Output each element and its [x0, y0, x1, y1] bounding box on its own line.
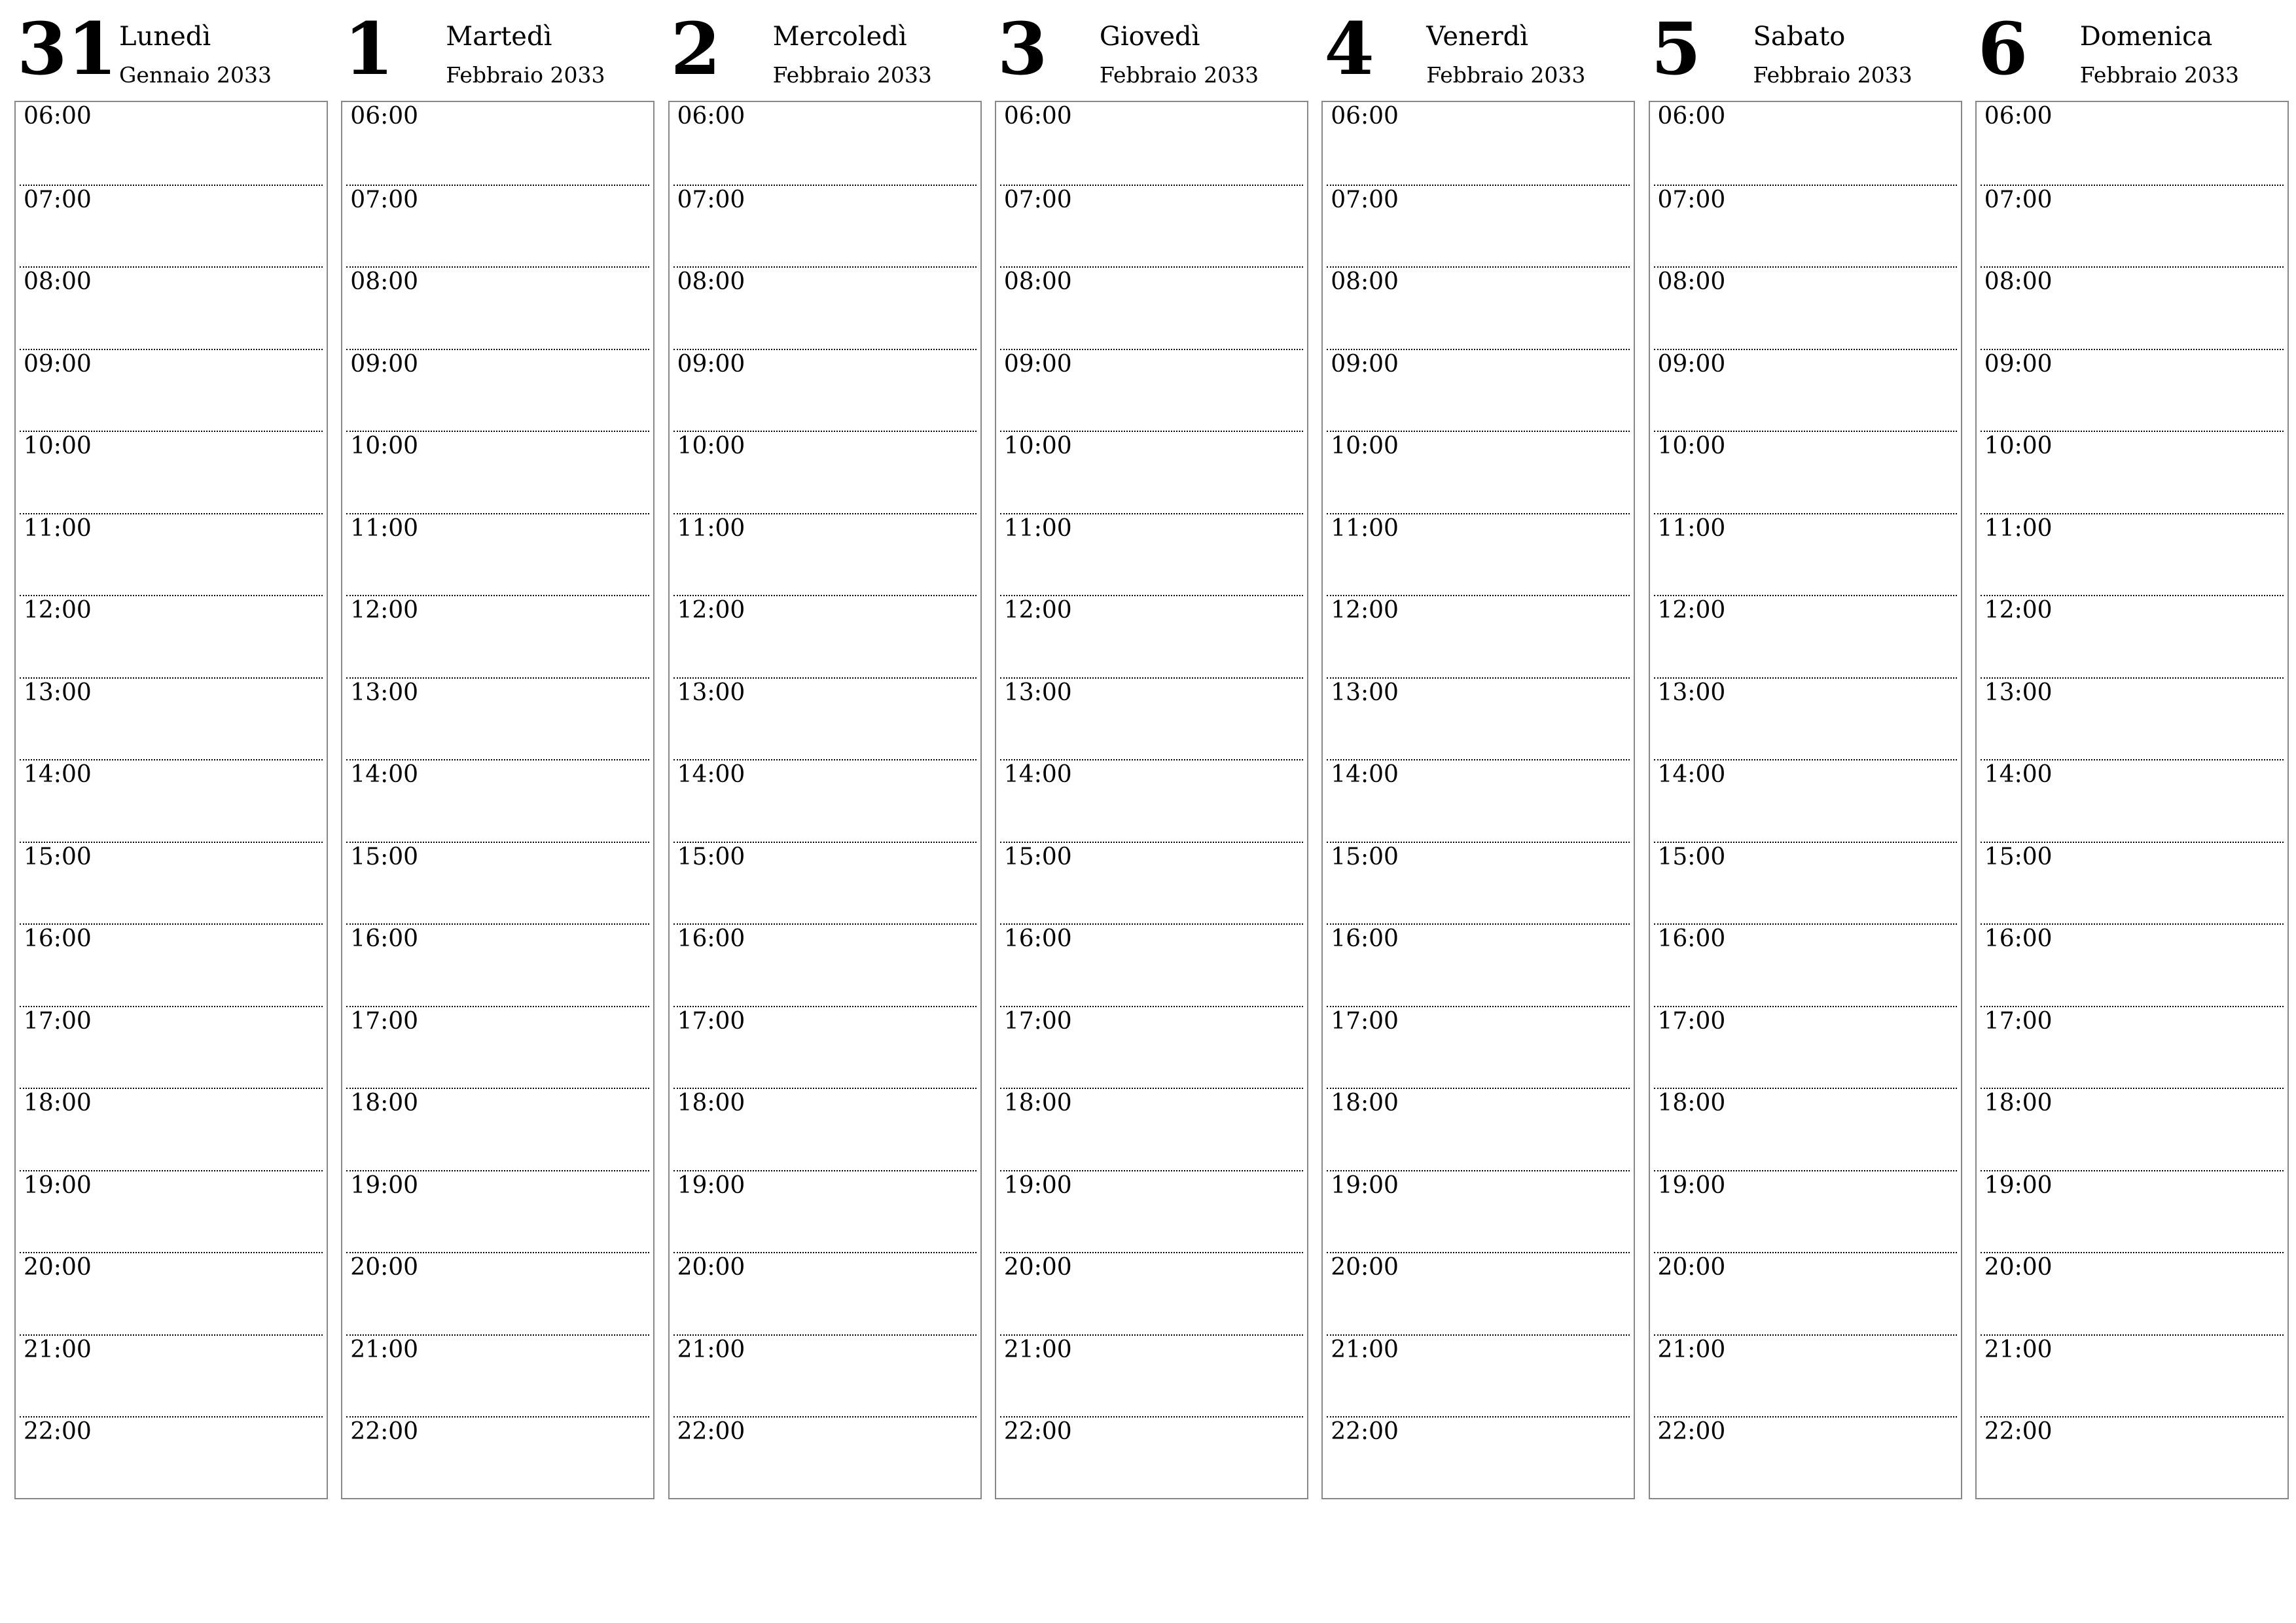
day-month: Gennaio 2033	[119, 62, 272, 88]
day-schedule-box	[341, 101, 655, 1499]
hour-slot[interactable]	[346, 1252, 649, 1336]
hour-label: 09:00	[1331, 350, 1399, 378]
hour-slot[interactable]	[1000, 102, 1303, 185]
day-month: Febbraio 2033	[772, 62, 932, 88]
hour-label: 16:00	[350, 925, 419, 952]
hour-slot[interactable]	[1654, 1252, 1957, 1336]
hour-slot[interactable]	[346, 349, 649, 433]
hour-label: 11:00	[677, 514, 745, 542]
hour-slot[interactable]	[1327, 1170, 1630, 1254]
hour-slot[interactable]	[346, 923, 649, 1007]
hour-slot[interactable]	[1000, 349, 1303, 433]
day-header	[14, 0, 328, 99]
hour-label: 20:00	[1984, 1254, 2053, 1281]
hour-label: 09:00	[24, 350, 92, 378]
hour-label: 12:00	[1003, 597, 1072, 624]
day-name: Venerdì	[1426, 22, 1529, 52]
day-name: Giovedì	[1099, 22, 1200, 52]
day-schedule-box	[14, 101, 328, 1499]
hour-slot[interactable]	[1654, 1006, 1957, 1090]
hour-label: 14:00	[1331, 761, 1399, 788]
hour-slot[interactable]	[1981, 595, 2284, 679]
hour-slot[interactable]	[1654, 349, 1957, 433]
hour-label: 10:00	[1984, 433, 2053, 459]
hour-label: 22:00	[24, 1418, 92, 1445]
hour-label: 09:00	[1003, 350, 1072, 378]
hour-label: 21:00	[1003, 1336, 1072, 1363]
hour-label: 19:00	[1657, 1171, 1726, 1199]
hour-slot[interactable]	[673, 185, 977, 268]
day-number: 31	[17, 7, 118, 91]
hour-label: 08:00	[1331, 268, 1399, 295]
hour-label: 16:00	[1657, 925, 1726, 952]
hour-slot[interactable]	[1327, 185, 1630, 268]
hour-label: 14:00	[1657, 761, 1726, 788]
hour-slot[interactable]	[20, 102, 323, 185]
hour-slot[interactable]	[1654, 513, 1957, 597]
hour-slot[interactable]	[1327, 102, 1630, 185]
hour-slot[interactable]	[1654, 842, 1957, 925]
hour-slot[interactable]	[1654, 923, 1957, 1007]
hour-slot[interactable]	[346, 185, 649, 268]
hour-label: 17:00	[1657, 1007, 1726, 1035]
hour-slot[interactable]	[1654, 1170, 1957, 1254]
hour-label: 13:00	[350, 679, 419, 706]
hour-slot[interactable]	[1327, 595, 1630, 679]
day-header	[1321, 0, 1635, 99]
hour-slot[interactable]	[1327, 1334, 1630, 1418]
hour-slot[interactable]	[20, 1334, 323, 1418]
hour-slot[interactable]	[1654, 102, 1957, 185]
hour-slot[interactable]	[673, 1088, 977, 1171]
hour-slot[interactable]	[673, 923, 977, 1007]
hour-slot[interactable]	[1000, 513, 1303, 597]
hour-slot[interactable]	[1654, 266, 1957, 350]
day-header	[995, 0, 1308, 99]
hour-slot[interactable]	[673, 1006, 977, 1090]
day-month: Febbraio 2033	[2079, 62, 2240, 88]
hour-label: 16:00	[677, 925, 745, 952]
hour-label: 20:00	[350, 1254, 419, 1281]
hour-slot[interactable]	[1654, 595, 1957, 679]
hour-slot[interactable]	[673, 1170, 977, 1254]
hour-label: 07:00	[24, 186, 92, 213]
hour-label: 15:00	[24, 843, 92, 870]
hour-label: 07:00	[1331, 186, 1399, 213]
hour-slot[interactable]	[1981, 1334, 2284, 1418]
hour-slot[interactable]	[1981, 1252, 2284, 1336]
day-name: Martedì	[446, 22, 552, 52]
hour-slot[interactable]	[1981, 677, 2284, 761]
hour-label: 11:00	[350, 514, 419, 542]
hour-label: 08:00	[1657, 268, 1726, 295]
hour-label: 07:00	[350, 186, 419, 213]
hour-label: 12:00	[677, 597, 745, 624]
hour-slot[interactable]	[1981, 431, 2284, 514]
hour-label: 15:00	[1984, 843, 2053, 870]
hour-label: 18:00	[1003, 1090, 1072, 1116]
hour-label: 15:00	[1331, 843, 1399, 870]
hour-slot[interactable]	[20, 185, 323, 268]
hour-slot[interactable]	[673, 842, 977, 925]
day-header	[341, 0, 655, 99]
hour-slot[interactable]	[673, 1334, 977, 1418]
hour-slot[interactable]	[20, 595, 323, 679]
hour-slot[interactable]	[346, 842, 649, 925]
hour-label: 21:00	[350, 1336, 419, 1363]
hour-label: 21:00	[677, 1336, 745, 1363]
hour-label: 12:00	[350, 597, 419, 624]
hour-slot[interactable]	[673, 759, 977, 843]
hour-slot[interactable]	[1981, 349, 2284, 433]
hour-label: 15:00	[1003, 843, 1072, 870]
hour-label: 11:00	[24, 514, 92, 542]
hour-label: 10:00	[24, 433, 92, 459]
hour-slot[interactable]	[20, 1006, 323, 1090]
hour-slot[interactable]	[1000, 1170, 1303, 1254]
day-column	[1649, 0, 1962, 1445]
day-number: 1	[344, 7, 394, 91]
hour-label: 18:00	[1331, 1090, 1399, 1116]
hour-label: 13:00	[1003, 679, 1072, 706]
hour-slot[interactable]	[1654, 759, 1957, 843]
hour-slot[interactable]	[346, 431, 649, 514]
hour-label: 06:00	[1984, 103, 2053, 130]
hour-label: 10:00	[1657, 433, 1726, 459]
hour-slot[interactable]	[1327, 266, 1630, 350]
day-schedule-box	[995, 101, 1308, 1499]
day-name: Mercoledì	[772, 22, 907, 52]
hour-slot[interactable]	[346, 102, 649, 185]
hour-label: 13:00	[677, 679, 745, 706]
hour-slot[interactable]	[673, 513, 977, 597]
day-month: Febbraio 2033	[446, 62, 605, 88]
hour-label: 19:00	[1003, 1171, 1072, 1199]
hour-label: 14:00	[677, 761, 745, 788]
hour-slot[interactable]	[1327, 431, 1630, 514]
day-column	[668, 0, 982, 1445]
day-schedule-box	[1649, 101, 1962, 1499]
hour-slot[interactable]	[1981, 185, 2284, 268]
hour-slot[interactable]	[1000, 1006, 1303, 1090]
hour-slot[interactable]	[1000, 677, 1303, 761]
hour-label: 20:00	[1003, 1254, 1072, 1281]
hour-label: 13:00	[24, 679, 92, 706]
hour-label: 17:00	[1331, 1007, 1399, 1035]
hour-slot[interactable]	[673, 1252, 977, 1336]
hour-label: 11:00	[1003, 514, 1072, 542]
day-number: 6	[1977, 7, 2028, 91]
hour-slot[interactable]	[346, 1170, 649, 1254]
hour-slot[interactable]	[1654, 1088, 1957, 1171]
hour-label: 21:00	[1657, 1336, 1726, 1363]
hour-label: 22:00	[1003, 1418, 1072, 1445]
hour-label: 20:00	[1657, 1254, 1726, 1281]
hour-label: 19:00	[1984, 1171, 2053, 1199]
hour-label: 18:00	[24, 1090, 92, 1116]
hour-label: 08:00	[24, 268, 92, 295]
hour-slot[interactable]	[20, 266, 323, 350]
day-column	[995, 0, 1308, 1445]
hour-slot[interactable]	[1000, 1416, 1303, 1500]
hour-label: 14:00	[350, 761, 419, 788]
hour-slot[interactable]	[20, 1170, 323, 1254]
hour-slot[interactable]	[673, 431, 977, 514]
hour-label: 19:00	[24, 1171, 92, 1199]
hour-label: 10:00	[1003, 433, 1072, 459]
hour-label: 17:00	[24, 1007, 92, 1035]
hour-label: 16:00	[24, 925, 92, 952]
hour-label: 16:00	[1984, 925, 2053, 952]
hour-label: 06:00	[1003, 103, 1072, 130]
hour-slot[interactable]	[1981, 102, 2284, 185]
hour-label: 16:00	[1331, 925, 1399, 952]
hour-label: 06:00	[24, 103, 92, 130]
day-month: Febbraio 2033	[1753, 62, 1912, 88]
hour-slot[interactable]	[1654, 185, 1957, 268]
hour-slot[interactable]	[1981, 266, 2284, 350]
day-column	[1321, 0, 1635, 1445]
hour-label: 06:00	[677, 103, 745, 130]
hour-slot[interactable]	[1327, 513, 1630, 597]
hour-label: 15:00	[1657, 843, 1726, 870]
hour-slot[interactable]	[1327, 1252, 1630, 1336]
hour-slot[interactable]	[673, 677, 977, 761]
hour-slot[interactable]	[20, 842, 323, 925]
hour-slot[interactable]	[1327, 842, 1630, 925]
hour-label: 06:00	[1331, 103, 1399, 130]
hour-label: 22:00	[1331, 1418, 1399, 1445]
hour-slot[interactable]	[673, 595, 977, 679]
hour-label: 10:00	[350, 433, 419, 459]
hour-label: 13:00	[1657, 679, 1726, 706]
hour-label: 17:00	[677, 1007, 745, 1035]
hour-slot[interactable]	[673, 1416, 977, 1500]
hour-label: 11:00	[1331, 514, 1399, 542]
hour-slot[interactable]	[1000, 1088, 1303, 1171]
hour-slot[interactable]	[346, 1334, 649, 1418]
day-header	[1649, 0, 1962, 99]
hour-slot[interactable]	[1327, 759, 1630, 843]
hour-slot[interactable]	[1000, 185, 1303, 268]
hour-slot[interactable]	[20, 1088, 323, 1171]
hour-label: 17:00	[350, 1007, 419, 1035]
day-number: 5	[1651, 7, 1702, 91]
hour-slot[interactable]	[1000, 759, 1303, 843]
hour-label: 12:00	[1331, 597, 1399, 624]
hour-slot[interactable]	[20, 349, 323, 433]
hour-label: 15:00	[677, 843, 745, 870]
hour-label: 13:00	[1984, 679, 2053, 706]
hour-slot[interactable]	[1981, 842, 2284, 925]
hour-label: 17:00	[1003, 1007, 1072, 1035]
hour-label: 12:00	[1657, 597, 1726, 624]
hour-slot[interactable]	[1000, 842, 1303, 925]
hour-slot[interactable]	[346, 595, 649, 679]
hour-slot[interactable]	[1654, 1416, 1957, 1500]
hour-label: 08:00	[1003, 268, 1072, 295]
hour-slot[interactable]	[1327, 1006, 1630, 1090]
hour-label: 08:00	[350, 268, 419, 295]
day-month: Febbraio 2033	[1099, 62, 1259, 88]
day-schedule-box	[1321, 101, 1635, 1499]
hour-slot[interactable]	[346, 759, 649, 843]
hour-label: 18:00	[350, 1090, 419, 1116]
hour-label: 21:00	[24, 1336, 92, 1363]
hour-label: 20:00	[677, 1254, 745, 1281]
hour-slot[interactable]	[20, 1252, 323, 1336]
hour-label: 07:00	[1003, 186, 1072, 213]
hour-label: 12:00	[1984, 597, 2053, 624]
day-schedule-box	[668, 101, 982, 1499]
day-schedule-box	[1975, 101, 2289, 1499]
hour-slot[interactable]	[346, 513, 649, 597]
hour-label: 15:00	[350, 843, 419, 870]
hour-slot[interactable]	[20, 1416, 323, 1500]
day-number: 2	[670, 7, 721, 91]
hour-slot[interactable]	[1000, 595, 1303, 679]
hour-slot[interactable]	[1981, 759, 2284, 843]
hour-slot[interactable]	[1981, 1170, 2284, 1254]
hour-label: 09:00	[1984, 350, 2053, 378]
hour-slot[interactable]	[1327, 677, 1630, 761]
hour-label: 06:00	[1657, 103, 1726, 130]
day-column	[341, 0, 655, 1445]
hour-label: 21:00	[1984, 1336, 2053, 1363]
day-column	[14, 0, 328, 1445]
day-name: Sabato	[1753, 22, 1846, 52]
hour-slot[interactable]	[1981, 1006, 2284, 1090]
hour-slot[interactable]	[20, 759, 323, 843]
hour-label: 14:00	[24, 761, 92, 788]
hour-label: 18:00	[677, 1090, 745, 1116]
day-number: 3	[997, 7, 1048, 91]
hour-slot[interactable]	[20, 677, 323, 761]
day-column	[1975, 0, 2289, 1445]
hour-label: 17:00	[1984, 1007, 2053, 1035]
hour-slot[interactable]	[346, 1088, 649, 1171]
hour-label: 18:00	[1657, 1090, 1726, 1116]
hour-slot[interactable]	[1327, 349, 1630, 433]
hour-slot[interactable]	[1654, 1334, 1957, 1418]
hour-slot[interactable]	[1327, 1416, 1630, 1500]
hour-label: 11:00	[1657, 514, 1726, 542]
hour-label: 07:00	[1657, 186, 1726, 213]
hour-label: 09:00	[1657, 350, 1726, 378]
hour-slot[interactable]	[1000, 923, 1303, 1007]
hour-slot[interactable]	[1000, 1252, 1303, 1336]
hour-label: 10:00	[677, 433, 745, 459]
day-header	[1975, 0, 2289, 99]
day-month: Febbraio 2033	[1426, 62, 1586, 88]
hour-label: 18:00	[1984, 1090, 2053, 1116]
hour-label: 22:00	[677, 1418, 745, 1445]
hour-label: 22:00	[1984, 1418, 2053, 1445]
hour-label: 06:00	[350, 103, 419, 130]
hour-slot[interactable]	[673, 349, 977, 433]
hour-slot[interactable]	[20, 431, 323, 514]
hour-slot[interactable]	[346, 677, 649, 761]
hour-label: 14:00	[1984, 761, 2053, 788]
hour-label: 09:00	[677, 350, 745, 378]
hour-label: 22:00	[1657, 1418, 1726, 1445]
hour-label: 20:00	[24, 1254, 92, 1281]
hour-label: 10:00	[1331, 433, 1399, 459]
hour-slot[interactable]	[346, 1006, 649, 1090]
hour-slot[interactable]	[1981, 923, 2284, 1007]
hour-slot[interactable]	[673, 266, 977, 350]
day-header	[668, 0, 982, 99]
hour-label: 20:00	[1331, 1254, 1399, 1281]
hour-slot[interactable]	[1000, 1334, 1303, 1418]
day-number: 4	[1324, 7, 1374, 91]
hour-label: 16:00	[1003, 925, 1072, 952]
hour-slot[interactable]	[1000, 266, 1303, 350]
hour-slot[interactable]	[346, 1416, 649, 1500]
hour-slot[interactable]	[673, 102, 977, 185]
hour-slot[interactable]	[1000, 431, 1303, 514]
hour-label: 07:00	[1984, 186, 2053, 213]
hour-label: 22:00	[350, 1418, 419, 1445]
hour-label: 11:00	[1984, 514, 2053, 542]
hour-slot[interactable]	[346, 266, 649, 350]
hour-label: 19:00	[1331, 1171, 1399, 1199]
hour-slot[interactable]	[1327, 1088, 1630, 1171]
hour-label: 12:00	[24, 597, 92, 624]
hour-slot[interactable]	[1981, 1088, 2284, 1171]
hour-slot[interactable]	[20, 923, 323, 1007]
hour-slot[interactable]	[1981, 1416, 2284, 1500]
hour-label: 13:00	[1331, 679, 1399, 706]
hour-label: 08:00	[677, 268, 745, 295]
hour-slot[interactable]	[1654, 431, 1957, 514]
hour-label: 08:00	[1984, 268, 2053, 295]
day-name: Domenica	[2079, 22, 2213, 52]
hour-slot[interactable]	[1327, 923, 1630, 1007]
hour-slot[interactable]	[1981, 513, 2284, 597]
hour-label: 19:00	[350, 1171, 419, 1199]
hour-label: 09:00	[350, 350, 419, 378]
hour-slot[interactable]	[20, 513, 323, 597]
hour-label: 19:00	[677, 1171, 745, 1199]
day-name: Lunedì	[119, 22, 211, 52]
hour-label: 21:00	[1331, 1336, 1399, 1363]
hour-slot[interactable]	[1654, 677, 1957, 761]
hour-label: 14:00	[1003, 761, 1072, 788]
hour-label: 07:00	[677, 186, 745, 213]
